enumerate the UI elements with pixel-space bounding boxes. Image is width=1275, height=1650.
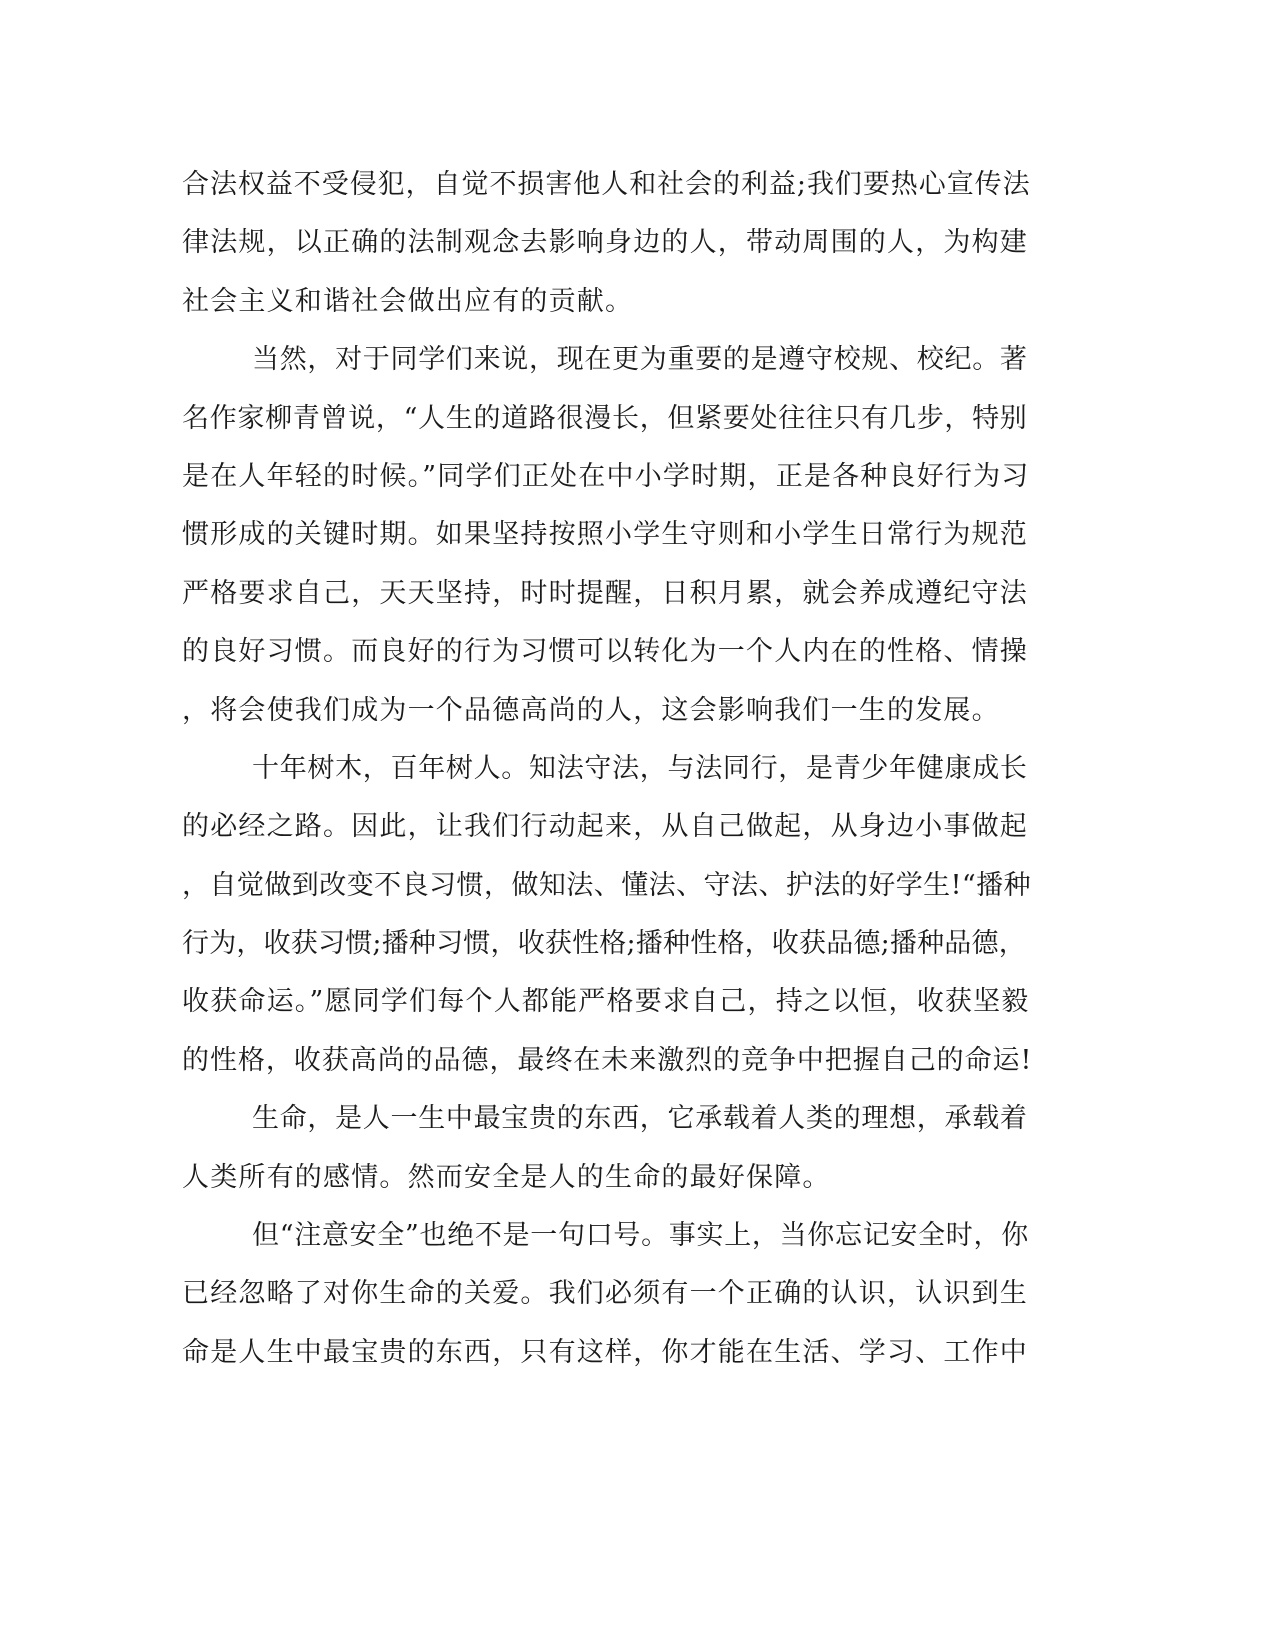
text-line: 人类所有的感情。然而安全是人的生命的最好保障。 (182, 1161, 831, 1193)
text-line: 社会主义和谐社会做出应有的贡献。 (182, 285, 634, 317)
text-line: ，将会使我们成为一个品德高尚的人，这会影响我们一生的发展。 (182, 694, 1000, 726)
text-line: 严格要求自己，天天坚持，时时提醒，日积月累，就会养成遵纪守法 (182, 577, 1028, 609)
text-line: 行为，收获习惯;播种习惯，收获性格;播种性格，收获品德;播种品德， (182, 928, 1026, 960)
text-line: 收获命运。”愿同学们每个人都能严格要求自己，持之以恒，收获坚毅 (182, 986, 1030, 1018)
text-line: 已经忽略了对你生命的关爱。我们必须有一个正确的认识，认识到生 (182, 1278, 1028, 1310)
document-body (182, 156, 1032, 1382)
paragraph-first-line: 十年树木，百年树人。知法守法，与法同行，是青少年健康成长 (252, 752, 1028, 784)
text-line: 律法规，以正确的法制观念去影响身边的人，带动周围的人，为构建 (182, 227, 1028, 259)
paragraph-first-line: 当然，对于同学们来说，现在更为重要的是遵守校规、校纪。著 (252, 344, 1028, 376)
text-line: 惯形成的关键时期。如果坚持按照小学生守则和小学生日常行为规范 (182, 519, 1028, 551)
text-line: 命是人生中最宝贵的东西，只有这样，你才能在生活、学习、工作中 (182, 1336, 1028, 1368)
paragraph-first-line: 但“注意安全”也绝不是一句口号。事实上，当你忘记安全时，你 (252, 1220, 1029, 1252)
text-line: 的良好习惯。而良好的行为习惯可以转化为一个人内在的性格、情操 (182, 636, 1028, 668)
text-line: ，自觉做到改变不良习惯，做知法、懂法、守法、护法的好学生!“播种 (182, 869, 1032, 901)
text-line: 是在人年轻的时候。”同学们正处在中小学时期，正是各种良好行为习 (182, 460, 1030, 492)
text-line: 的性格，收获高尚的品德，最终在未来激烈的竞争中把握自己的命运! (182, 1044, 1033, 1076)
paragraph-first-line: 生命，是人一生中最宝贵的东西，它承载着人类的理想，承载着 (252, 1103, 1028, 1135)
text-line: 的必经之路。因此，让我们行动起来，从自己做起，从身边小事做起 (182, 811, 1028, 843)
text-line: 名作家柳青曾说，“人生的道路很漫长，但紧要处往往只有几步，特别 (182, 402, 1028, 434)
text-line: 合法权益不受侵犯，自觉不损害他人和社会的利益;我们要热心宣传法 (182, 169, 1031, 200)
